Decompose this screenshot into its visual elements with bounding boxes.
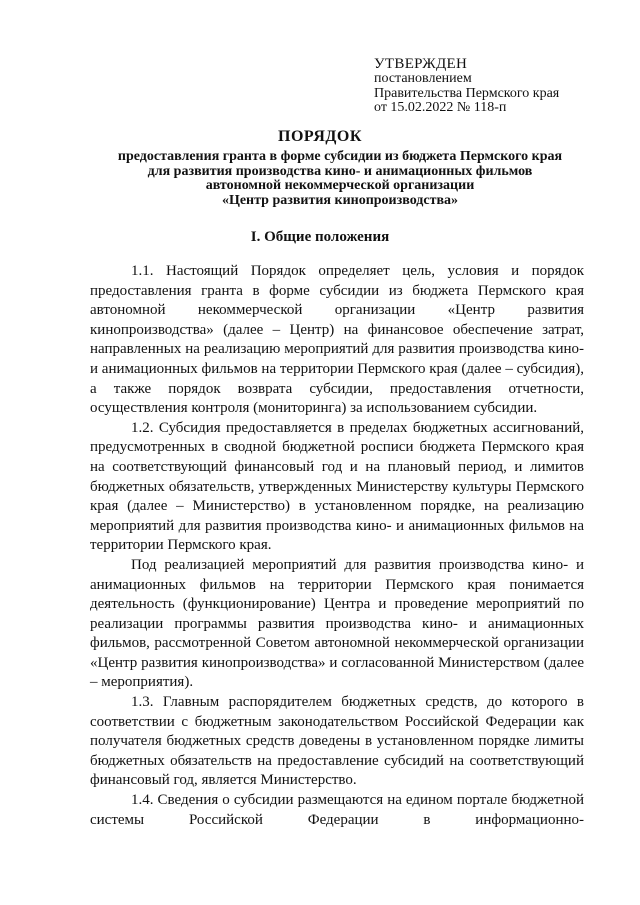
paragraph: 1.4. Сведения о субсидии размещаются на едином портале бюджетной системы Российской Федерации в информационно- [90, 792, 584, 828]
paragraph: 1.2. Субсидия предоставляется в пределах бюджетных ассигнований, предусмотренных в сводной бюджетной росписи бюджета Пермского края на соответствующий финансовый год и на плановый период, и лимитов бюджетных обязательств, утвержденных Министерству культуры Пермского края (далее – Министерство) в установленном порядке, на реализацию мероприятий для развития производства кино- и анимационных фильмов на территории Пермского края. [90, 419, 584, 554]
approval-line: от 15.02.2022 № 118-п [374, 100, 507, 115]
subtitle-line: предоставления гранта в форме субсидии из бюджета Пермского края [117, 149, 563, 164]
document-title: ПОРЯДОК [278, 128, 362, 145]
approval-line: Правительства Пермского края [374, 85, 560, 101]
approval-stamp [374, 56, 624, 116]
subtitle-line: автономной некоммерческой организации [205, 178, 475, 193]
paragraph: 1.1. Настоящий Порядок определяет цель, условия и порядок предоставления гранта в форме субсидии из бюджета Пермского края автономной некоммерческой организации «Центр развития кинопроизводства» (далее – Центр) на финансовое обеспечение затрат, направленных на реализацию мероприятий для развития производства кино- и анимационных фильмов на территории Пермского края (далее – субсидия), а также порядок возврата субсидии, предоставления отчетности, осуществления контроля (мониторинга) за использованием субсидии. [90, 263, 584, 417]
subtitle-line: «Центр развития кинопроизводства» [221, 192, 459, 208]
paragraph: Под реализацией мероприятий для развития производства кино- и анимационных фильмов на территории Пермского края понимается деятельность (функционирование) Центра и проведение мероприятий по реализации программы развития производства кино- и анимационных фильмов, рассмотренной Советом автономной некоммерческой организации «Центр развития кинопроизводства» и согласованной Министерством (далее – мероприятия). [90, 556, 584, 691]
document-body [90, 262, 584, 830]
subtitle-line: для развития производства кино- и анимационных фильмов [147, 163, 533, 179]
document-subtitle [60, 150, 620, 208]
section-heading: I. Общие положения [250, 229, 390, 245]
paragraph: 1.3. Главным распорядителем бюджетных средств, до которого в соответствии с бюджетным законодательством Российской Федерации как получателя бюджетных средств доведены в установленном порядке лимиты бюджетных обязательств на предоставление субсидий на соответствующий финансовый год, является Министерство. [90, 694, 584, 789]
approval-heading: УТВЕРЖДЕН [374, 56, 468, 72]
approval-line: постановлением [374, 71, 472, 86]
